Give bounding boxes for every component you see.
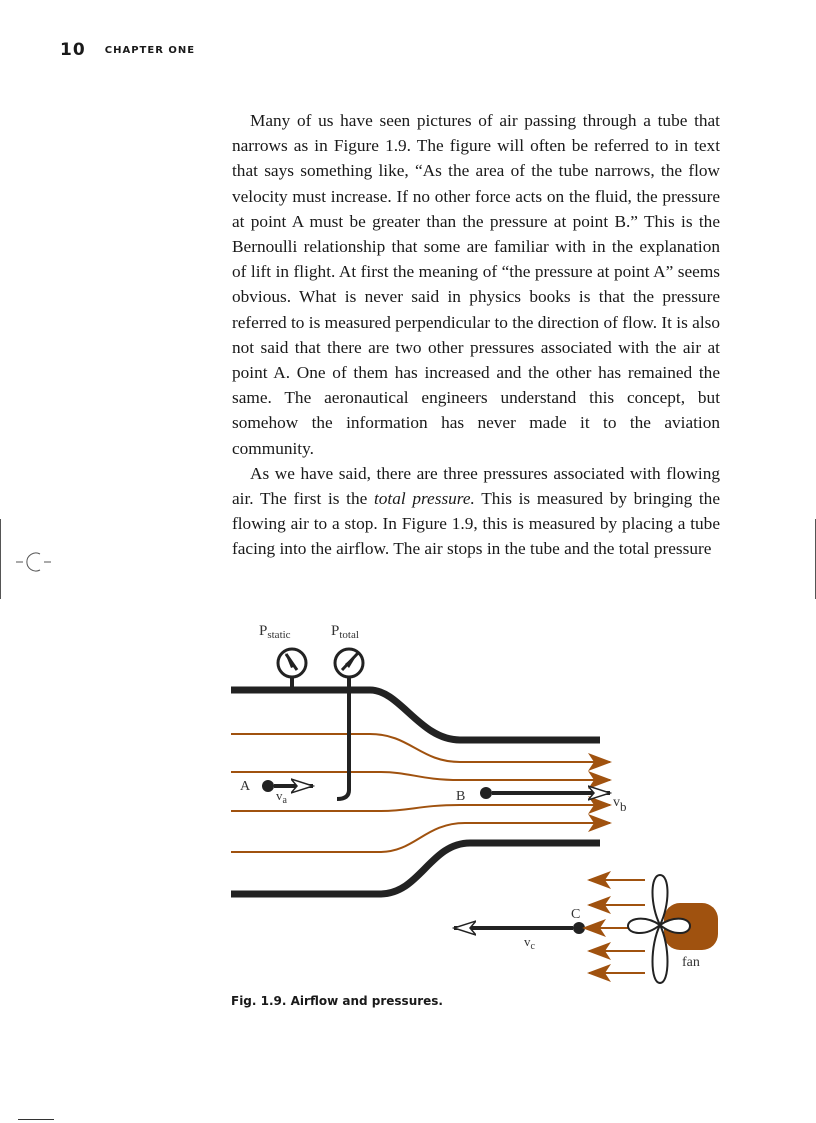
point-b-dot (480, 787, 492, 799)
streamline (231, 805, 610, 811)
svg-text:Pstatic (259, 623, 291, 641)
registration-mark-icon (16, 551, 56, 575)
pitot-tube (337, 677, 349, 799)
paragraph-1: Many of us have seen pictures of air passing through a tube that narrows as in Figure 1.9. The figure will often be referred to in text that says something like, “As the area of the tube narrows, the flow velocity must increase. If no other force acts on the fluid, the pressure at point A must be greater than the pressure at point B.” This is the Bernoulli relationship that some are familiar with in the explanation of lift in flight. At first the meaning of “the pressure at point A” seems obvious. What is never said in physics books is that the pressure referred to is measured perpendicular to the direction of flow. It is also not said that there are two other pressures associated with the air at point A. One of them has increased and the other has remained the same. The aeronautical engineers understand this concept, but somehow the information has never made it to the aviation community. (232, 111, 720, 458)
p-static-subscript: static (267, 629, 291, 641)
body-text (232, 108, 720, 562)
vc-subscript: c (530, 941, 535, 952)
point-a-label: A (240, 779, 251, 794)
crop-mark-left (0, 519, 1, 599)
point-c-label: C (571, 907, 581, 922)
point-b-label: B (456, 789, 466, 804)
paragraph-2-after: This is measured by bringing the flowing air to a stop. In Figure 1.9, this is measured by placing a tube facing into the airflow. The air stops in the tube and the total pressure (232, 489, 720, 559)
vb-label: v (613, 795, 620, 810)
va-subscript: a (282, 795, 287, 806)
page-number: 10 (60, 40, 86, 60)
vc-label: v (524, 934, 531, 949)
point-a-dot (262, 780, 274, 792)
vb-subscript: b (620, 799, 627, 814)
tube-wall-top (231, 690, 600, 740)
fan-label: fan (682, 955, 700, 970)
paragraph-2-before: As we have said, there are three pressures associated with flowing air. The first is the (232, 463, 720, 509)
streamline (231, 823, 610, 852)
total-pressure-term: total pressure. (373, 489, 475, 509)
svg-text:vc (524, 934, 536, 952)
tube-wall-bottom (231, 843, 600, 894)
p-total-label: P (331, 623, 340, 639)
airflow-figure (0, 600, 816, 995)
figure-caption: Fig. 1.9. Airflow and pressures. (231, 994, 443, 1008)
running-header (60, 40, 195, 60)
streamline (231, 772, 610, 780)
svg-text:vb (613, 795, 627, 814)
chapter-label: CHAPTER ONE (104, 45, 196, 56)
svg-text:va (276, 788, 288, 806)
p-total-subscript: total (339, 629, 359, 641)
va-label: v (276, 788, 283, 803)
point-c-dot (573, 922, 585, 934)
paragraph-2 (232, 461, 720, 562)
p-static-label: P (259, 623, 268, 639)
crop-mark-bottom (18, 1119, 54, 1120)
svg-text:Ptotal (331, 623, 359, 641)
